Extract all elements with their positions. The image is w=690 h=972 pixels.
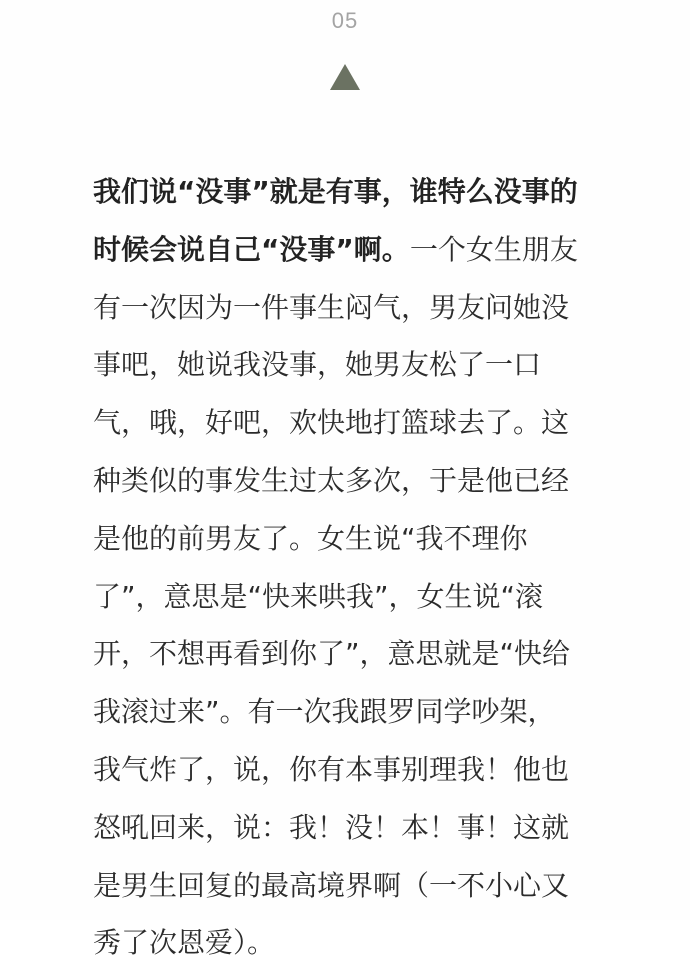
article-body (93, 163, 603, 972)
paragraph-line: 开，不想再看到你了”，意思就是“快给 (93, 637, 571, 671)
paragraph-line: 是男生回复的最高境界啊（一不小心又 (93, 868, 570, 902)
paragraph-line: 有一次因为一件事生闷气，男友问她没 (93, 290, 570, 324)
paragraph-line (93, 221, 603, 279)
paragraph-line: 我滚过来”。有一次我跟罗同学吵架， (93, 695, 556, 729)
section-number: 05 (331, 8, 359, 33)
triangle-icon (330, 64, 360, 90)
bold-phrase: 时候会说自己“没事”啊。 (93, 232, 410, 266)
paragraph-line: 气，哦，好吧，欢快地打篮球去了。这 (93, 406, 570, 440)
paragraph-text: 一个女生朋友 (409, 232, 578, 266)
paragraph-line: 事吧，她说我没事，她男友松了一口 (93, 348, 542, 382)
paragraph-line: 我气炸了，说，你有本事别理我！他也 (93, 752, 570, 786)
paragraph-line: 秀了次恩爱）。 (93, 926, 276, 960)
paragraph-line: 是他的前男友了。女生说“我不理你 (93, 521, 528, 555)
paragraph-line: 我们说“没事”就是有事，谁特么没事的 (93, 175, 578, 208)
paragraph-line: 怒吼回来，说：我！没！本！事！这就 (93, 810, 570, 844)
paragraph-line: 种类似的事发生过太多次，于是他已经 (93, 463, 570, 497)
paragraph-line: 了”，意思是“快来哄我”，女生说“滚 (93, 579, 544, 613)
